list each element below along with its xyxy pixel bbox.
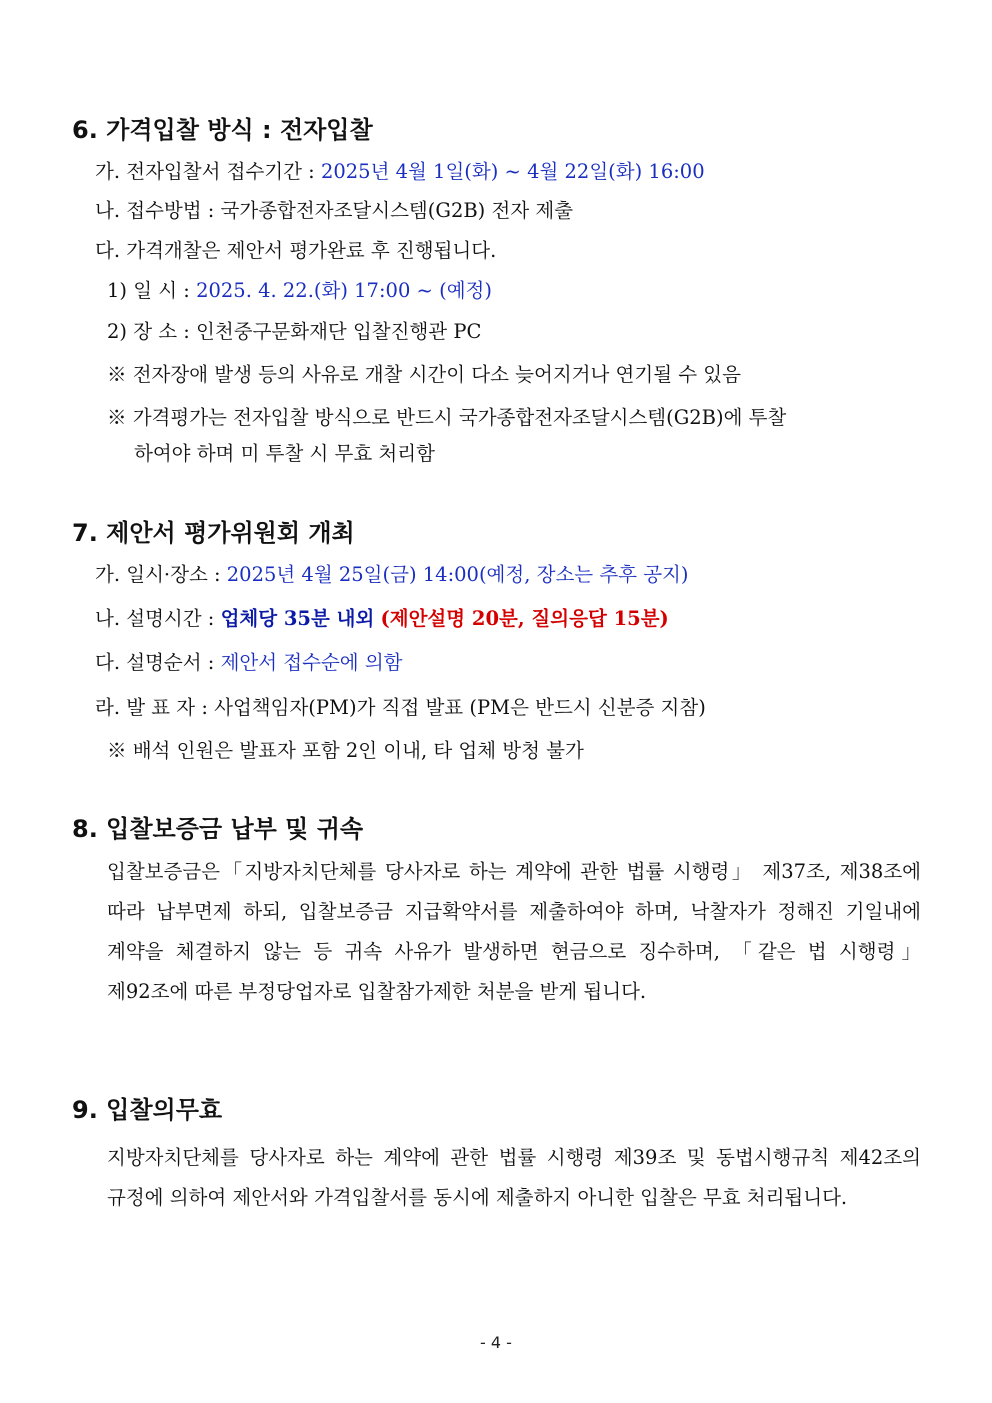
section-8-title: 8. 입찰보증금 납부 및 귀속 bbox=[72, 815, 364, 843]
s7-item-b-value: 업체당 35분 내외 bbox=[220, 607, 375, 630]
s7-item-c-value: 제안서 접수순에 의함 bbox=[220, 651, 403, 674]
s6-item-b: 나. 접수방법 : 국가종합전자조달시스템(G2B) 전자 제출 bbox=[95, 199, 574, 222]
s7-item-c bbox=[95, 649, 403, 677]
s8-body: 입찰보증금은「지방자치단체를 당사자로 하는 계약에 관한 법률 시행령」 제37조, 제38조에 따라 납부면제 하되, 입찰보증금 지급확약서를 제출하여야 하며, 낙찰자가 정해진 기일내에 계약을 체결하지 않는 등 귀속 사유가 발생하면 현금으로 징수하며, 「같은 법 시행령」 제92조에 따른 부정당업자로 입찰참가제한 처분을 받게 됩니다. bbox=[107, 860, 921, 1003]
s6-item-c1-label: 1) 일 시 : bbox=[107, 279, 197, 302]
s6-note-1: ※ 전자장애 발생 등의 사유로 개찰 시간이 다소 늦어지거나 연기될 수 있음 bbox=[107, 363, 741, 386]
s6-item-c2: 2) 장 소 : 인천중구문화재단 입찰진행관 PC bbox=[107, 320, 482, 343]
s7-note: ※ 배석 인원은 발표자 포함 2인 이내, 타 업체 방청 불가 bbox=[107, 739, 584, 762]
s7-item-b bbox=[95, 605, 669, 633]
s6-item-a bbox=[95, 158, 705, 186]
s6-note-2-line2: 하여야 하며 미 투찰 시 무효 처리함 bbox=[134, 442, 435, 465]
s7-item-a-label: 가. 일시·장소 : bbox=[95, 563, 227, 586]
section-6-title: 6. 가격입찰 방식 : 전자입찰 bbox=[72, 116, 373, 144]
section-7-title: 7. 제안서 평가위원회 개최 bbox=[72, 519, 355, 547]
s6-item-c: 다. 가격개찰은 제안서 평가완료 후 진행됩니다. bbox=[95, 239, 497, 262]
s7-item-d: 라. 발 표 자 : 사업책임자(PM)가 직접 발표 (PM은 반드시 신분증 지참) bbox=[95, 696, 706, 719]
s6-item-a-label: 가. 전자입찰서 접수기간 : bbox=[95, 160, 321, 183]
page-number: - 4 - bbox=[480, 1333, 512, 1352]
s7-item-c-label: 다. 설명순서 : bbox=[95, 651, 221, 674]
s7-item-a-value: 2025년 4월 25일(금) 14:00(예정, 장소는 추후 공지) bbox=[226, 563, 689, 586]
s6-note-2-line1: ※ 가격평가는 전자입찰 방식으로 반드시 국가종합전자조달시스템(G2B)에 투찰 bbox=[107, 406, 787, 429]
s9-body: 지방자치단체를 당사자로 하는 계약에 관한 법률 시행령 제39조 및 동법시행규칙 제42조의 규정에 의하여 제안서와 가격입찰서를 동시에 제출하지 아니한 입찰은 무효 처리됩니다. bbox=[107, 1146, 921, 1209]
s6-item-c1 bbox=[107, 277, 492, 305]
s6-item-c1-value: 2025. 4. 22.(화) 17:00 ~ (예정) bbox=[196, 279, 492, 302]
section-9-title: 9. 입찰의무효 bbox=[72, 1096, 223, 1124]
s7-item-b-label: 나. 설명시간 : bbox=[95, 607, 221, 630]
s7-item-a bbox=[95, 561, 689, 589]
s6-item-a-value: 2025년 4월 1일(화) ~ 4월 22일(화) 16:00 bbox=[320, 160, 705, 183]
s7-item-b-detail: (제안설명 20분, 질의응답 15분) bbox=[380, 607, 669, 630]
